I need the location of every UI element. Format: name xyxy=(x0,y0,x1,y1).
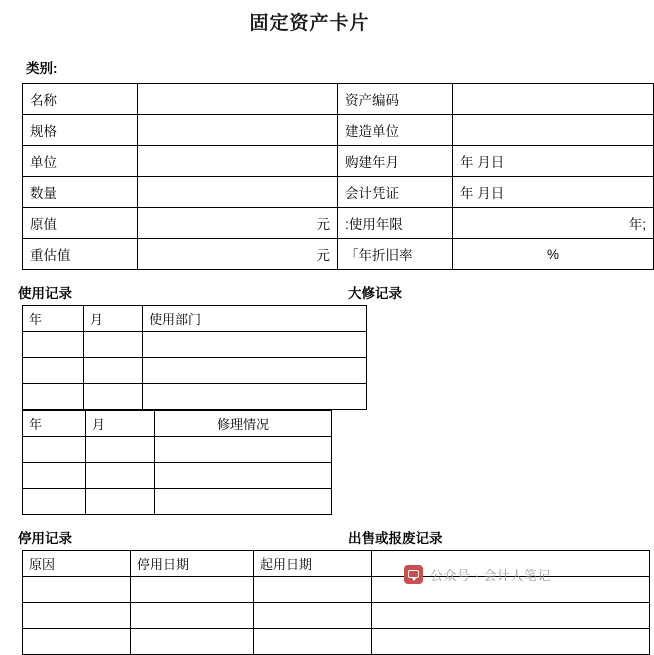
field-label-voucher: 会计凭证 xyxy=(338,177,453,208)
table-row xyxy=(23,146,654,177)
stop-cell-reason[interactable] xyxy=(23,577,131,603)
repair-cell-condition[interactable] xyxy=(155,437,332,463)
usage-cell-department[interactable] xyxy=(143,332,367,358)
stop-cell-stop-date[interactable] xyxy=(131,603,254,629)
table-row xyxy=(23,489,332,515)
usage-cell-month[interactable] xyxy=(84,332,143,358)
stop-cell-reason[interactable] xyxy=(23,629,131,655)
field-label-quantity: 数量 xyxy=(23,177,138,208)
usage-and-repair-tables xyxy=(22,305,597,515)
table-row xyxy=(23,463,332,489)
usage-header-year: 年 xyxy=(23,306,84,332)
category-label: 类别: xyxy=(26,61,58,76)
field-label-purchase-date: 购建年月 xyxy=(338,146,453,177)
scrap-cell-blank[interactable] xyxy=(372,603,650,629)
table-row xyxy=(23,384,367,410)
watermark xyxy=(404,565,551,584)
field-value-spec[interactable] xyxy=(138,115,338,146)
repair-cell-condition[interactable] xyxy=(155,489,332,515)
field-value-builder[interactable] xyxy=(453,115,654,146)
repair-cell-month[interactable] xyxy=(86,463,155,489)
usage-cell-year[interactable] xyxy=(23,358,84,384)
field-value-voucher[interactable]: 年 月日 xyxy=(453,177,654,208)
field-label-unit: 单位 xyxy=(23,146,138,177)
scrap-section-heading: 出售或报废记录 xyxy=(348,531,443,546)
repair-cell-year[interactable] xyxy=(23,437,86,463)
field-value-name[interactable] xyxy=(138,84,338,115)
field-label-revalued-value: 重估值 xyxy=(23,239,138,270)
page-title: 固定资产卡片 xyxy=(249,13,370,34)
field-value-purchase-date[interactable]: 年 月日 xyxy=(453,146,654,177)
repair-cell-year[interactable] xyxy=(23,489,86,515)
asset-info-table xyxy=(22,83,654,270)
stop-cell-stop-date[interactable] xyxy=(131,629,254,655)
field-label-service-life: :使用年限 xyxy=(338,208,453,239)
field-value-service-life[interactable]: 年; xyxy=(453,208,654,239)
field-value-asset-code[interactable] xyxy=(453,84,654,115)
field-value-quantity[interactable] xyxy=(138,177,338,208)
repair-header-month: 月 xyxy=(86,411,155,437)
stop-header-stop-date: 停用日期 xyxy=(131,551,254,577)
field-label-builder: 建造单位 xyxy=(338,115,453,146)
section-headings-row-1 xyxy=(0,282,619,300)
scrap-cell-blank[interactable] xyxy=(372,629,650,655)
usage-cell-department[interactable] xyxy=(143,384,367,410)
table-row xyxy=(23,332,367,358)
table-row xyxy=(23,358,367,384)
table-row xyxy=(23,437,332,463)
repair-cell-condition[interactable] xyxy=(155,463,332,489)
repair-record-table xyxy=(22,410,332,515)
table-header-row xyxy=(23,306,367,332)
repair-header-condition: 修理情况 xyxy=(155,411,332,437)
stop-cell-stop-date[interactable] xyxy=(131,577,254,603)
stop-cell-reason[interactable] xyxy=(23,603,131,629)
table-row xyxy=(23,208,654,239)
usage-header-month: 月 xyxy=(84,306,143,332)
usage-cell-year[interactable] xyxy=(23,332,84,358)
table-row xyxy=(23,629,650,655)
field-label-spec: 规格 xyxy=(23,115,138,146)
repair-cell-month[interactable] xyxy=(86,489,155,515)
field-label-original-value: 原值 xyxy=(23,208,138,239)
watermark-text: 公众号 · 会计人笔记 xyxy=(430,568,552,583)
stop-cell-restart-date[interactable] xyxy=(254,629,372,655)
field-label-asset-code: 资产编码 xyxy=(338,84,453,115)
repair-cell-year[interactable] xyxy=(23,463,86,489)
usage-cell-month[interactable] xyxy=(84,384,143,410)
table-header-row xyxy=(23,411,332,437)
stop-header-restart-date: 起用日期 xyxy=(254,551,372,577)
stop-header-reason: 原因 xyxy=(23,551,131,577)
repair-section-heading: 大修记录 xyxy=(348,286,402,301)
table-row xyxy=(23,84,654,115)
usage-record-table xyxy=(22,305,367,410)
field-label-depreciation-rate: 「年折旧率 xyxy=(338,239,453,270)
field-value-depreciation-rate[interactable]: % xyxy=(453,239,654,270)
wechat-official-account-icon xyxy=(404,565,423,584)
section-headings-row-2 xyxy=(0,527,619,545)
table-row xyxy=(23,115,654,146)
table-header-row xyxy=(23,551,650,577)
repair-cell-month[interactable] xyxy=(86,437,155,463)
field-label-name: 名称 xyxy=(23,84,138,115)
table-row xyxy=(23,239,654,270)
field-value-original-value[interactable]: 元 xyxy=(138,208,338,239)
usage-section-heading: 使用记录 xyxy=(18,286,72,301)
usage-cell-department[interactable] xyxy=(143,358,367,384)
usage-cell-month[interactable] xyxy=(84,358,143,384)
table-row xyxy=(23,577,650,603)
table-row xyxy=(23,603,650,629)
stop-cell-restart-date[interactable] xyxy=(254,603,372,629)
usage-cell-year[interactable] xyxy=(23,384,84,410)
usage-header-department: 使用部门 xyxy=(143,306,367,332)
stop-cell-restart-date[interactable] xyxy=(254,577,372,603)
table-row xyxy=(23,177,654,208)
stop-and-scrap-table xyxy=(22,550,650,655)
field-value-revalued-value[interactable]: 元 xyxy=(138,239,338,270)
stop-section-heading: 停用记录 xyxy=(18,531,72,546)
repair-header-year: 年 xyxy=(23,411,86,437)
field-value-unit[interactable] xyxy=(138,146,338,177)
